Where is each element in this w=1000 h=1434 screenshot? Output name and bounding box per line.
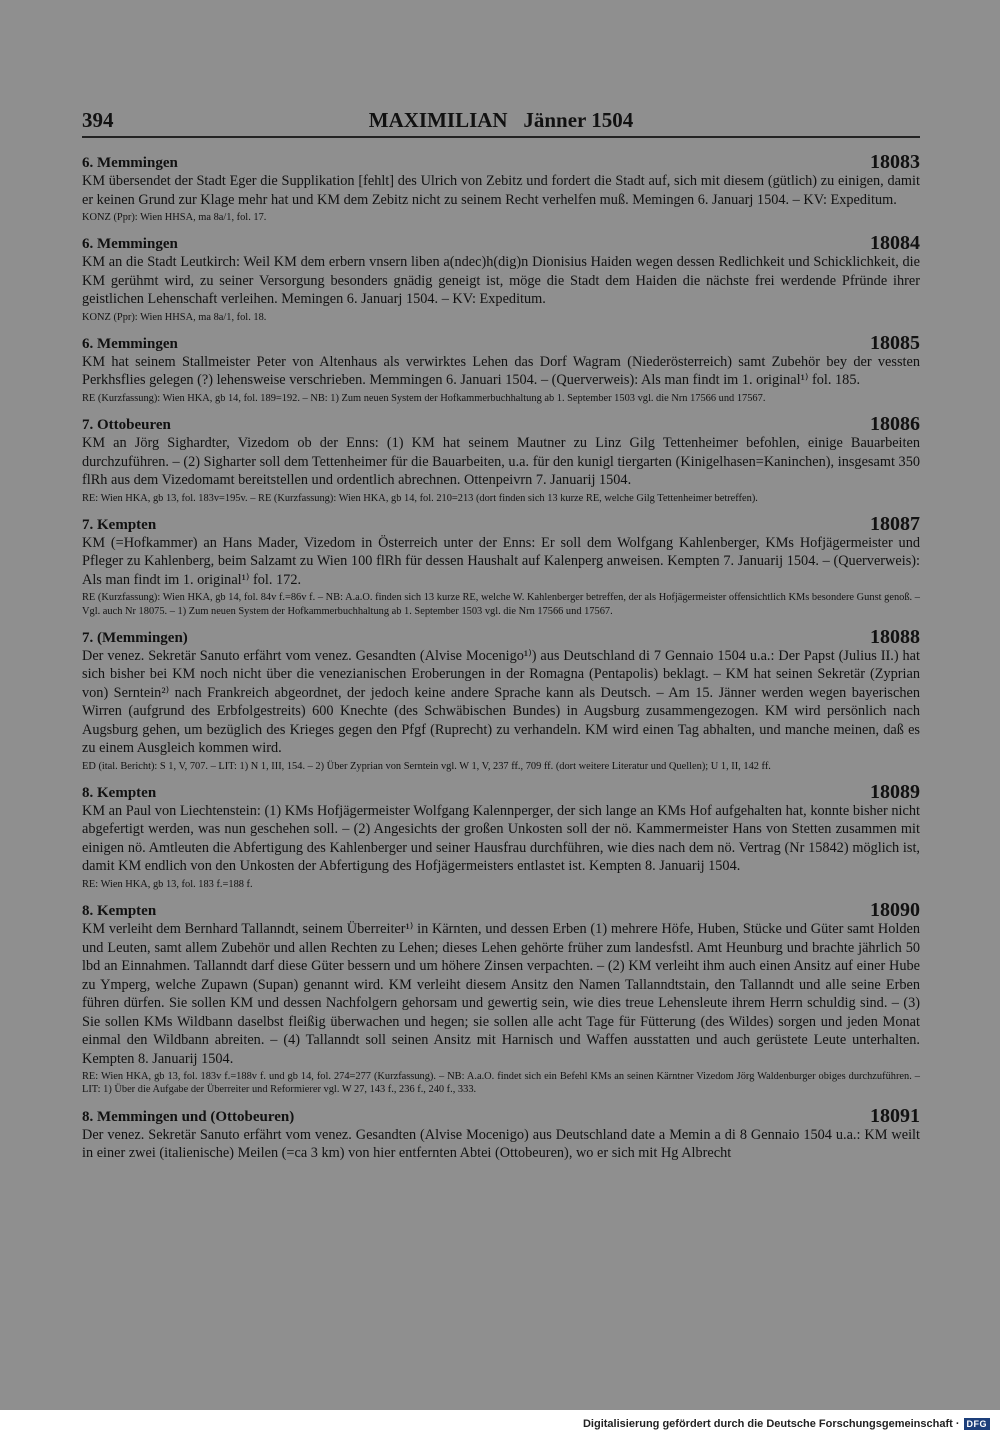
entry-text: KM (=Hofkammer) an Hans Mader, Vizedom in Österreich unter der Enns: Er soll dem Wolfgang Kahlenberger, KMs Hofjägermeister und Pfleger zu Kahlenberg, beim Salzamt zu Wien 100 flRh für dessen Haushalt auf Kalenperg anweisen. Kempten 7. Januarij 1504. – (Querverweis): Als man findt im 1. original¹⁾ fol. 172. bbox=[82, 534, 920, 588]
entry-text: Der venez. Sekretär Sanuto erfährt vom venez. Gesandten (Alvise Mocenigo¹⁾) aus Deutschland di 7 Gennaio 1504 u.a.: Der Papst (Julius II.) hat sich bisher bei KM noch nicht über die venezianischen Eroberungen in der Romagna (Pentapolis) beklagt. – KM hat seinen Sekretär (Zyprian von) Serntein²⁾ nach Frankreich abgeordnet, der jedoch keine andere Sprache kann als Deutsch. – Am 15. Jänner werden wegen bayerischen Wirren (aufgrund des Erbfolgestreits) 600 Knechte (des Schwäbischen Bundes) in Augsburg zusammengezogen. KM wird persönlich nach Augsburg gehen, um bezüglich des Krieges gegen den Pfgf (Ruprecht) zu verhandeln. KM wird einen Tag abhalten, und manche meinen, daß es zu einem Ausgleich kommen wird. bbox=[82, 647, 920, 757]
entry-18083 bbox=[82, 150, 920, 224]
page-header bbox=[82, 108, 920, 138]
entry-head bbox=[82, 231, 920, 253]
entry-number: 18089 bbox=[870, 780, 920, 803]
entry-text: KM hat seinem Stallmeister Peter von Altenhaus als verwirktes Lehen das Dorf Wagram (Niederösterreich) samt Zubehör bey der vessten Perkhsflies gelegen (?) lehensweise verschrieben. Memmingen 6. Januari 1504. – (Querverweis): Als man findt im 1. original¹⁾ fol. 185. bbox=[82, 353, 920, 389]
entry-number: 18091 bbox=[870, 1104, 920, 1127]
entry-note: ED (ital. Bericht): S 1, V, 707. – LIT: 1) N 1, III, 154. – 2) Über Zyprian von Serntein vgl. W 1, V, 237 ff., 709 ff. (dort weitere Literatur und Quellen); U 1, II, 142 ff. bbox=[82, 760, 771, 772]
digitization-credit bbox=[583, 1418, 990, 1430]
entry-text: KM an die Stadt Leutkirch: Weil KM dem erbern vnsern liben a(ndec)h(dig)n Dionisius Haiden wegen dessen Redlichkeit und Schicklichkeit, die KM gerühmt wird, zu seiner Versorgung besonders gnädig geneigt ist, möge die Stadt dem Haiden die nächste frei werdende Pfründe ihrer geistlichen Lehenschaft verleihen. Memingen 6. Januarj 1504. – KV: Expeditum. bbox=[82, 254, 920, 308]
entry-date: 8. Kempten bbox=[82, 903, 157, 920]
entry-number: 18084 bbox=[870, 232, 920, 255]
entry-head bbox=[82, 898, 920, 920]
entry-18087 bbox=[82, 512, 920, 618]
entry-note: RE: Wien HKA, gb 13, fol. 183v f.=188v f. und gb 14, fol. 274=277 (Kurzfassung). – NB: A.a.O. findet sich ein Befehl KMs an seinen Kärntner Vizedom Jörg Waldenburger obiges durchzuführen. – LIT: 1) Über die Aufgabe der Überreiter und Reformierer vgl. W 27, 143 f., 236 f., 240 f., 333. bbox=[82, 1071, 920, 1096]
entry-date: 7. Ottobeuren bbox=[82, 417, 171, 434]
header-rule bbox=[82, 136, 920, 138]
entry-list bbox=[82, 150, 920, 1170]
entry-date: 6. Memmingen bbox=[82, 155, 178, 171]
entry-date: 6. Memmingen bbox=[82, 335, 178, 352]
entry-text: KM an Paul von Liechtenstein: (1) KMs Hofjägermeister Wolfgang Kalennperger, der sich lange an KMs Hof aufgehalten hat, konnte bisher nicht abgefertigt werden, was nun geschehen soll. – (2) Angesichts der großen Unkosten soll der nö. Kammermeister Hans von Stetten zusammen mit einigen nö. Amtleuten die Abfertigung des Kahlenberger und seiner Hausfrau durchführen, wie dies nach dem nö. Vertrag (Nr 15842) möglich ist, damit KM endlich von den Unkosten der Abfertigung des Hofjägermeisters entlastet ist. Kempten 8. Januarij 1504. bbox=[82, 802, 920, 875]
entry-date: 7. (Memmingen) bbox=[82, 629, 188, 646]
entry-date: 8. Kempten bbox=[82, 784, 157, 801]
entry-18089 bbox=[82, 780, 920, 891]
entry-18088 bbox=[82, 625, 920, 773]
entry-number: 18090 bbox=[870, 899, 920, 922]
entry-18086 bbox=[82, 412, 920, 505]
entry-text: KM verleiht dem Bernhard Tallanndt, seinem Überreiter¹⁾ in Kärnten, und dessen Erben (1) mehrere Höfe, Huben, Stücke und Güter samt Holden und Leuten, samt allem Zubehör und allen Rechten zu Lehen; dieses Lehen gehörte früher zum landesfstl. Amt Heunburg und brachte jährlich 50 lbd an Einnahmen. Tallanndt darf diese Güter bessern und um höhere Zinsen verpachten. – (2) KM verleiht ihm auch einen Ansitz auf einer Hube zu Ymperg, welche Zupawn (Supan) genannt wird. KM verleiht diesem Ansitz den Namen Tallanndtstain, den Tallanndt und alle seine Erben führen dürfen. Sie sollen KM und dessen Nachfolgern gehorsam und gewertig sein, wie dies treue Lehensleute ihrem Herrn schuldig sind. – (3) Sie sollen KMs Wildbann daselbst fleißig überwachen und hegen; sie sollen alle acht Tage für Fütterung (des Wildes) sorgen und jeden Monat einmal den Wildbann abreiten. – (4) Tallanndt soll seinen Ansitz mit Harnisch und Waffen ausstatten und auch gerüstete Leute unterhalten. Kempten 8. Januarij 1504. bbox=[82, 921, 920, 1067]
entry-text: KM übersendet der Stadt Eger die Supplikation [fehlt] des Ulrich von Zebitz und fordert die Stadt auf, sich mit diesem (gütlich) zu einigen, damit er keinen Grund zur Klage mehr hat und KM dem Zebitz nicht zu seinem Recht verhelfen muß. Memingen 6. Januarj 1504. – KV: Expeditum. bbox=[82, 173, 920, 208]
entry-18090 bbox=[82, 898, 920, 1096]
entry-note: RE (Kurzfassung): Wien HKA, gb 14, fol. 84v f.=86v f. – NB: A.a.O. finden sich 13 kurze RE, welche W. Kahlenberger betreffen, der als Hofjägermeister offensichtlich KMs besondere Gunst genoß. – Vgl. auch Nr 18075. – 1) Zum neuen System der Hofkammerbuchhaltung ab 1. September 1503 vgl. die Nrn 17566 und 17567. bbox=[82, 592, 920, 617]
entry-text: Der venez. Sekretär Sanuto erfährt vom venez. Gesandten (Alvise Mocenigo) aus Deutschland date a Memin a di 8 Gennaio 1504 u.a.: KM weilt in einer zwei (italienische) Meilen (=ca 3 km) von hier entfernten Abtei (Ottobeuren), wo er sich mit Hg Albrecht bbox=[82, 1126, 920, 1162]
entry-18091 bbox=[82, 1104, 920, 1163]
entry-head bbox=[82, 412, 920, 434]
entry-head bbox=[82, 1104, 920, 1126]
entry-number: 18087 bbox=[870, 512, 920, 535]
entry-18085 bbox=[82, 331, 920, 405]
running-title: MAXIMILIAN Jänner 1504 bbox=[368, 108, 634, 132]
entry-date: 6. Memmingen bbox=[82, 236, 178, 253]
entry-18084 bbox=[82, 231, 920, 324]
entry-number: 18088 bbox=[870, 625, 920, 648]
page-number: 394 bbox=[82, 108, 114, 132]
entry-number: 18083 bbox=[870, 151, 920, 173]
entry-head bbox=[82, 512, 920, 534]
entry-text: KM an Jörg Sighardter, Vizedom ob der Enns: (1) KM hat seinem Mautner zu Linz Gilg Tettenheimer befohlen, einige Bauarbeiten durchzuführen. – (2) Sigharter soll dem Tettenheimer für die Bauarbeiten, u.a. für den kunigl tiergarten (Kinigelhasen=Kaninchen), insgesamt 350 flRh aus dem Vizedomamt bereitstellen und ordentlich abrechnen. Ottenpeivrn 7. Januarij 1504. bbox=[82, 435, 920, 489]
entry-date: 7. Kempten bbox=[82, 516, 157, 533]
entry-note: KONZ (Ppr): Wien HHSA, ma 8a/1, fol. 17. bbox=[82, 212, 267, 223]
entry-date: 8. Memmingen und (Ottobeuren) bbox=[82, 1108, 295, 1125]
entry-note: KONZ (Ppr): Wien HHSA, ma 8a/1, fol. 18. bbox=[82, 311, 267, 323]
entry-note: RE: Wien HKA, gb 13, fol. 183 f.=188 f. bbox=[82, 878, 253, 890]
entry-head bbox=[82, 331, 920, 353]
entry-number: 18086 bbox=[870, 413, 920, 436]
entry-head bbox=[82, 150, 920, 172]
entry-head bbox=[82, 780, 920, 802]
credit-text: Digitalisierung gefördert durch die Deutsche Forschungsgemeinschaft · bbox=[582, 1418, 960, 1430]
entry-head bbox=[82, 625, 920, 647]
dfg-logo-icon: DFG bbox=[964, 1418, 991, 1430]
entry-note: RE: Wien HKA, gb 13, fol. 183v=195v. – RE (Kurzfassung): Wien HKA, gb 14, fol. 210=213 (dort finden sich 13 kurze RE, welche Gilg Tettenheimer betreffen). bbox=[82, 492, 758, 504]
entry-note: RE (Kurzfassung): Wien HKA, gb 14, fol. 189=192. – NB: 1) Zum neuen System der Hofkammerbuchhaltung ab 1. September 1503 vgl. die Nrn 17566 und 17567. bbox=[82, 392, 766, 404]
entry-number: 18085 bbox=[870, 331, 920, 354]
